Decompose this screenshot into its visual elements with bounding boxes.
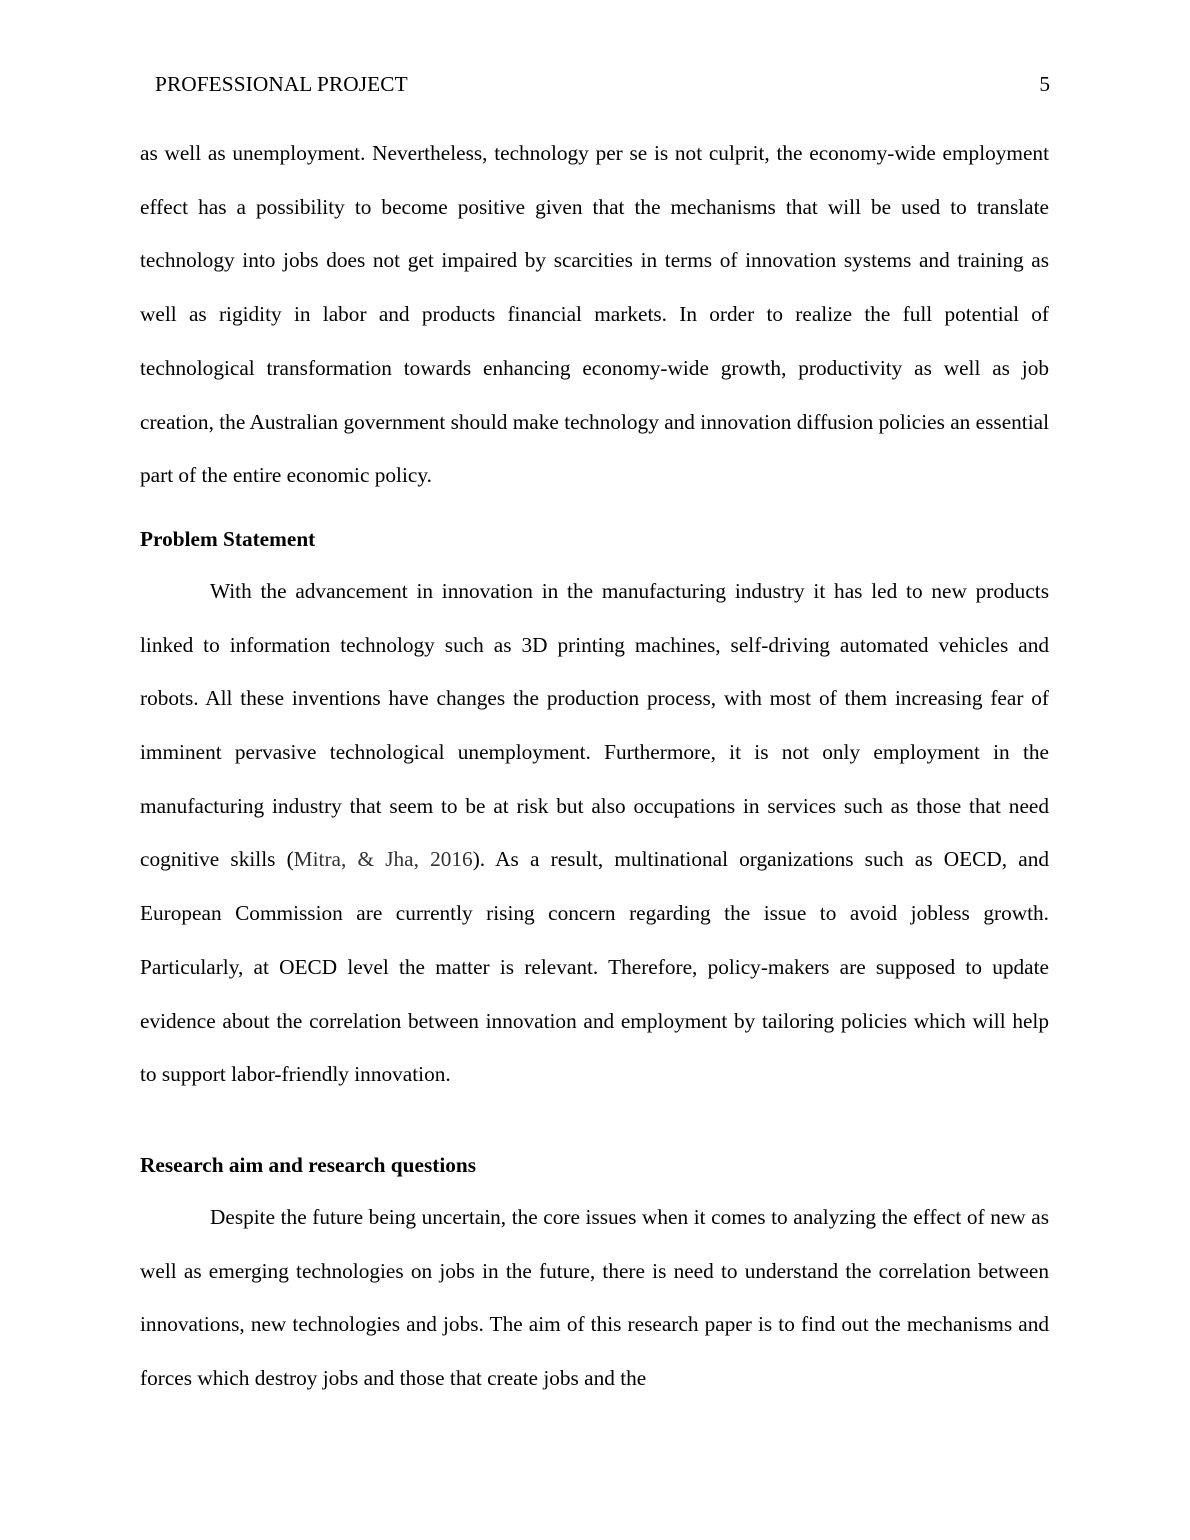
research-aim-heading: Research aim and research questions — [140, 1152, 477, 1177]
intro-continuation-paragraph: as well as unemployment. Nevertheless, technology per se is not culprit, the economy-wide employment effect has a possibility to become positive given that the mechanisms that will be used to translate technology into jobs does not get impaired by scarcities in terms of innovation systems and training as well as rigidity in labor and products financial markets. In order to realize the full potential of technological transformation towards enhancing economy-wide growth, productivity as well as job creation, the Australian government should make technology and innovation diffusion policies an essential part of the entire economic policy. — [140, 141, 1049, 488]
running-head: PROFESSIONAL PROJECT — [155, 72, 408, 96]
document-body — [140, 127, 1049, 1406]
research-aim-paragraph: Despite the future being uncertain, the core issues when it comes to analyzing the effect of new as well as emerging technologies on jobs in the future, there is need to understand the correlation between innovations, new technologies and jobs. The aim of this research paper is to find out the mechanisms and forces which destroy jobs and those that create jobs and the — [140, 1204, 1049, 1391]
problem-text-after-citation: ). As a result, multinational organizations such as OECD, and European Commission are currently rising concern regarding the issue to avoid jobless growth. Particularly, at OECD level the matter is relevant. Therefore, policy-makers are supposed to update evidence about the correlation between innovation and employment by tailoring policies which will help to support labor-friendly innovation. — [140, 847, 1050, 1087]
problem-statement-heading: Problem Statement — [140, 526, 316, 551]
problem-text-before-citation: With the advancement in innovation in the manufacturing industry it has led to new products linked to information technology such as 3D printing machines, self-driving automated vehicles and robots. All these inventions have changes the production process, with most of them increasing fear of imminent pervasive technological unemployment. Furthermore, it is not only employment in the manufacturing industry that seem to be at risk but also occupations in services such as those that need cognitive skills ( — [140, 578, 1049, 872]
page-number: 5 — [1039, 72, 1050, 96]
citation-mitra-jha: Mitra, & Jha, 2016 — [293, 847, 473, 872]
problem-statement-paragraph — [140, 565, 1049, 1102]
